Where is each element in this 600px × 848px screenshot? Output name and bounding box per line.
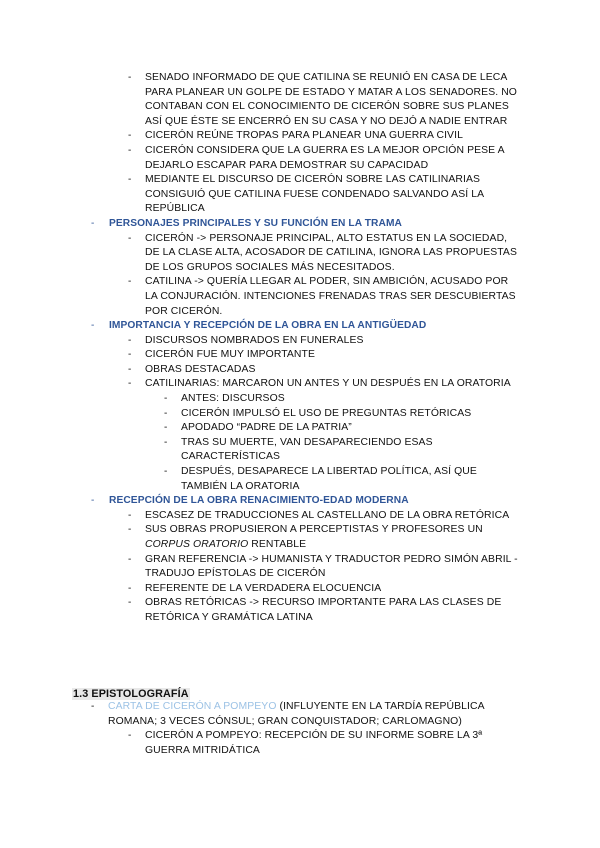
- list-item: [0, 129, 520, 144]
- outline-list-2: [0, 700, 600, 758]
- bullet-dash: -: [128, 597, 132, 609]
- bullet-dash: -: [164, 422, 168, 434]
- bullet-dash: -: [128, 509, 132, 521]
- section-heading: [0, 319, 600, 334]
- item-text: CICERÓN REÚNE TROPAS PARA PLANEAR UNA GUERRA CIVIL: [145, 130, 463, 142]
- section-title: 1.3 EPISTOLOGRAFÍA: [73, 688, 189, 700]
- item-text-tail: RENTABLE: [248, 539, 307, 550]
- list-item: [0, 436, 520, 465]
- section-heading: [0, 217, 600, 232]
- list-item: [0, 71, 520, 129]
- bullet-dash: -: [128, 363, 132, 375]
- list-item: [0, 144, 520, 173]
- list-item: [0, 392, 520, 407]
- bullet-dash: -: [91, 495, 95, 507]
- item-text: CICERÓN IMPULSÓ EL USO DE PREGUNTAS RETÓRICAS: [181, 407, 472, 419]
- bullet-dash: -: [91, 320, 95, 332]
- bullet-dash: -: [128, 72, 132, 83]
- bullet-dash: -: [128, 276, 132, 288]
- item-text: SENADO INFORMADO DE QUE CATILINA SE REUNIÓ EN CASA DE LECA PARA PLANEAR UN GOLPE DE ESTADO Y MATAR A LOS SENADORES. NO CONTABAN CON EL CONOCIMIENTO DE CICERÓN SOBRE SUS PLANES ASÍ QUE ÉSTE SE ENCERRÓ EN SU CASA Y NO DEJÓ A NADIE ENTRAR: [145, 72, 517, 127]
- heading-text: IMPORTANCIA Y RECEPCIÓN DE LA OBRA EN LA ANTIGÜEDAD: [109, 320, 427, 332]
- bullet-dash: -: [128, 144, 132, 156]
- item-text: GRAN REFERENCIA -> HUMANISTA Y TRADUCTOR PEDRO SIMÓN ABRIL - TRADUJO EPÍSTOLAS DE CICERÓN: [145, 553, 518, 580]
- list-item: [0, 421, 520, 436]
- item-text: ANTES: DISCURSOS: [181, 393, 285, 405]
- list-item: [0, 407, 520, 422]
- bullet-dash: -: [164, 393, 168, 405]
- heading-text: PERSONAJES PRINCIPALES Y SU FUNCIÓN EN LA TRAMA: [109, 217, 403, 229]
- list-item: [0, 596, 520, 625]
- italic-term: CORPUS ORATORIO: [145, 539, 249, 550]
- heading-text: RECEPCIÓN DE LA OBRA RENACIMIENTO-EDAD MODERNA: [109, 495, 409, 507]
- item-text: SUS OBRAS PROPUSIERON A PERCEPTISTAS Y PROFESORES UN: [145, 524, 483, 536]
- item-text: CICERÓN FUE MUY IMPORTANTE: [145, 349, 316, 361]
- bullet-dash: -: [128, 730, 132, 742]
- item-text: DESPUÉS, DESAPARECE LA LIBERTAD POLÍTICA, ASÍ QUE TAMBIÉN LA ORATORIA: [181, 466, 477, 492]
- item-text: CATILINARIAS: MARCARON UN ANTES Y UN DESPUÉS EN LA ORATORIA: [145, 378, 511, 390]
- list-item: [0, 582, 520, 597]
- bullet-dash: -: [128, 349, 132, 361]
- item-text: DISCURSOS NOMBRADOS EN FUNERALES: [145, 334, 364, 346]
- list-item: [0, 363, 520, 378]
- bullet-dash: -: [128, 232, 132, 244]
- list-item: [0, 232, 520, 276]
- list-item: [0, 700, 520, 729]
- item-text: MEDIANTE EL DISCURSO DE CICERÓN SOBRE LAS CATILINARIAS CONSIGUIÓ QUE CATILINA FUESE CONDENADO SALVANDO ASÍ LA REPÚBLICA: [145, 174, 484, 215]
- bullet-dash: -: [128, 334, 132, 346]
- item-text: CICERÓN -> PERSONAJE PRINCIPAL, ALTO ESTATUS EN LA SOCIEDAD, DE LA CLASE ALTA, ACOSADOR DE CATILINA, IGNORA LAS PROPUESTAS DE LOS GRUPOS SOCIALES MÁS NECESITADOS.: [145, 232, 517, 273]
- bullet-dash: -: [128, 130, 132, 142]
- list-item: [0, 173, 520, 217]
- list-item: [0, 523, 520, 552]
- item-text: CICERÓN A POMPEYO: RECEPCIÓN DE SU INFORME SOBRE LA 3ª GUERRA MITRIDÁTICA: [145, 730, 483, 756]
- item-text: CICERÓN CONSIDERA QUE LA GUERRA ES LA MEJOR OPCIÓN PESE A DEJARLO ESCAPAR PARA DEMOSTRAR SU CAPACIDAD: [145, 144, 505, 171]
- bullet-dash: -: [91, 701, 95, 712]
- outline-list: [0, 71, 600, 626]
- item-text: OBRAS DESTACADAS: [145, 363, 256, 375]
- bullet-dash: -: [164, 407, 168, 419]
- list-item: [0, 729, 520, 758]
- list-item: [0, 509, 520, 524]
- bullet-dash: -: [128, 582, 132, 594]
- list-item: [0, 465, 520, 494]
- bullet-dash: -: [164, 466, 168, 478]
- list-item: [0, 553, 520, 582]
- bullet-dash: -: [164, 436, 168, 448]
- item-text: ESCASEZ DE TRADUCCIONES AL CASTELLANO DE LA OBRA RETÓRICA: [145, 509, 510, 521]
- bullet-dash: -: [128, 524, 132, 536]
- item-text: APODADO “PADRE DE LA PATRIA”: [181, 422, 352, 434]
- bullet-dash: -: [128, 174, 132, 186]
- item-text: REFERENTE DE LA VERDADERA ELOCUENCIA: [145, 582, 382, 594]
- list-item: [0, 348, 520, 363]
- item-text: OBRAS RETÓRICAS -> RECURSO IMPORTANTE PARA LAS CLASES DE RETÓRICA Y GRAMÁTICA LATINA: [145, 597, 502, 623]
- item-text: TRAS SU MUERTE, VAN DESAPARECIENDO ESAS CARACTERÍSTICAS: [181, 436, 433, 463]
- item-text: (INFLUYENTE EN LA TARDÍA REPÚBLICA ROMANA; 3 VECES CÓNSUL; GRAN CONQUISTADOR; CARLOMAGNO): [108, 701, 485, 727]
- list-item: [0, 377, 520, 392]
- bullet-dash: -: [91, 217, 95, 229]
- bullet-dash: -: [128, 553, 132, 565]
- list-item: [0, 334, 520, 349]
- list-item: [0, 275, 520, 319]
- letter-title: CARTA DE CICERÓN A POMPEYO: [108, 701, 277, 712]
- item-text: CATILINA -> QUERÍA LLEGAR AL PODER, SIN AMBICIÓN, ACUSADO POR LA CONJURACIÓN. INTENCIONES FRENADAS TRAS SER DESCUBIERTAS POR CICERÓN.: [145, 276, 516, 317]
- bullet-dash: -: [128, 378, 132, 390]
- section-heading: [0, 494, 600, 509]
